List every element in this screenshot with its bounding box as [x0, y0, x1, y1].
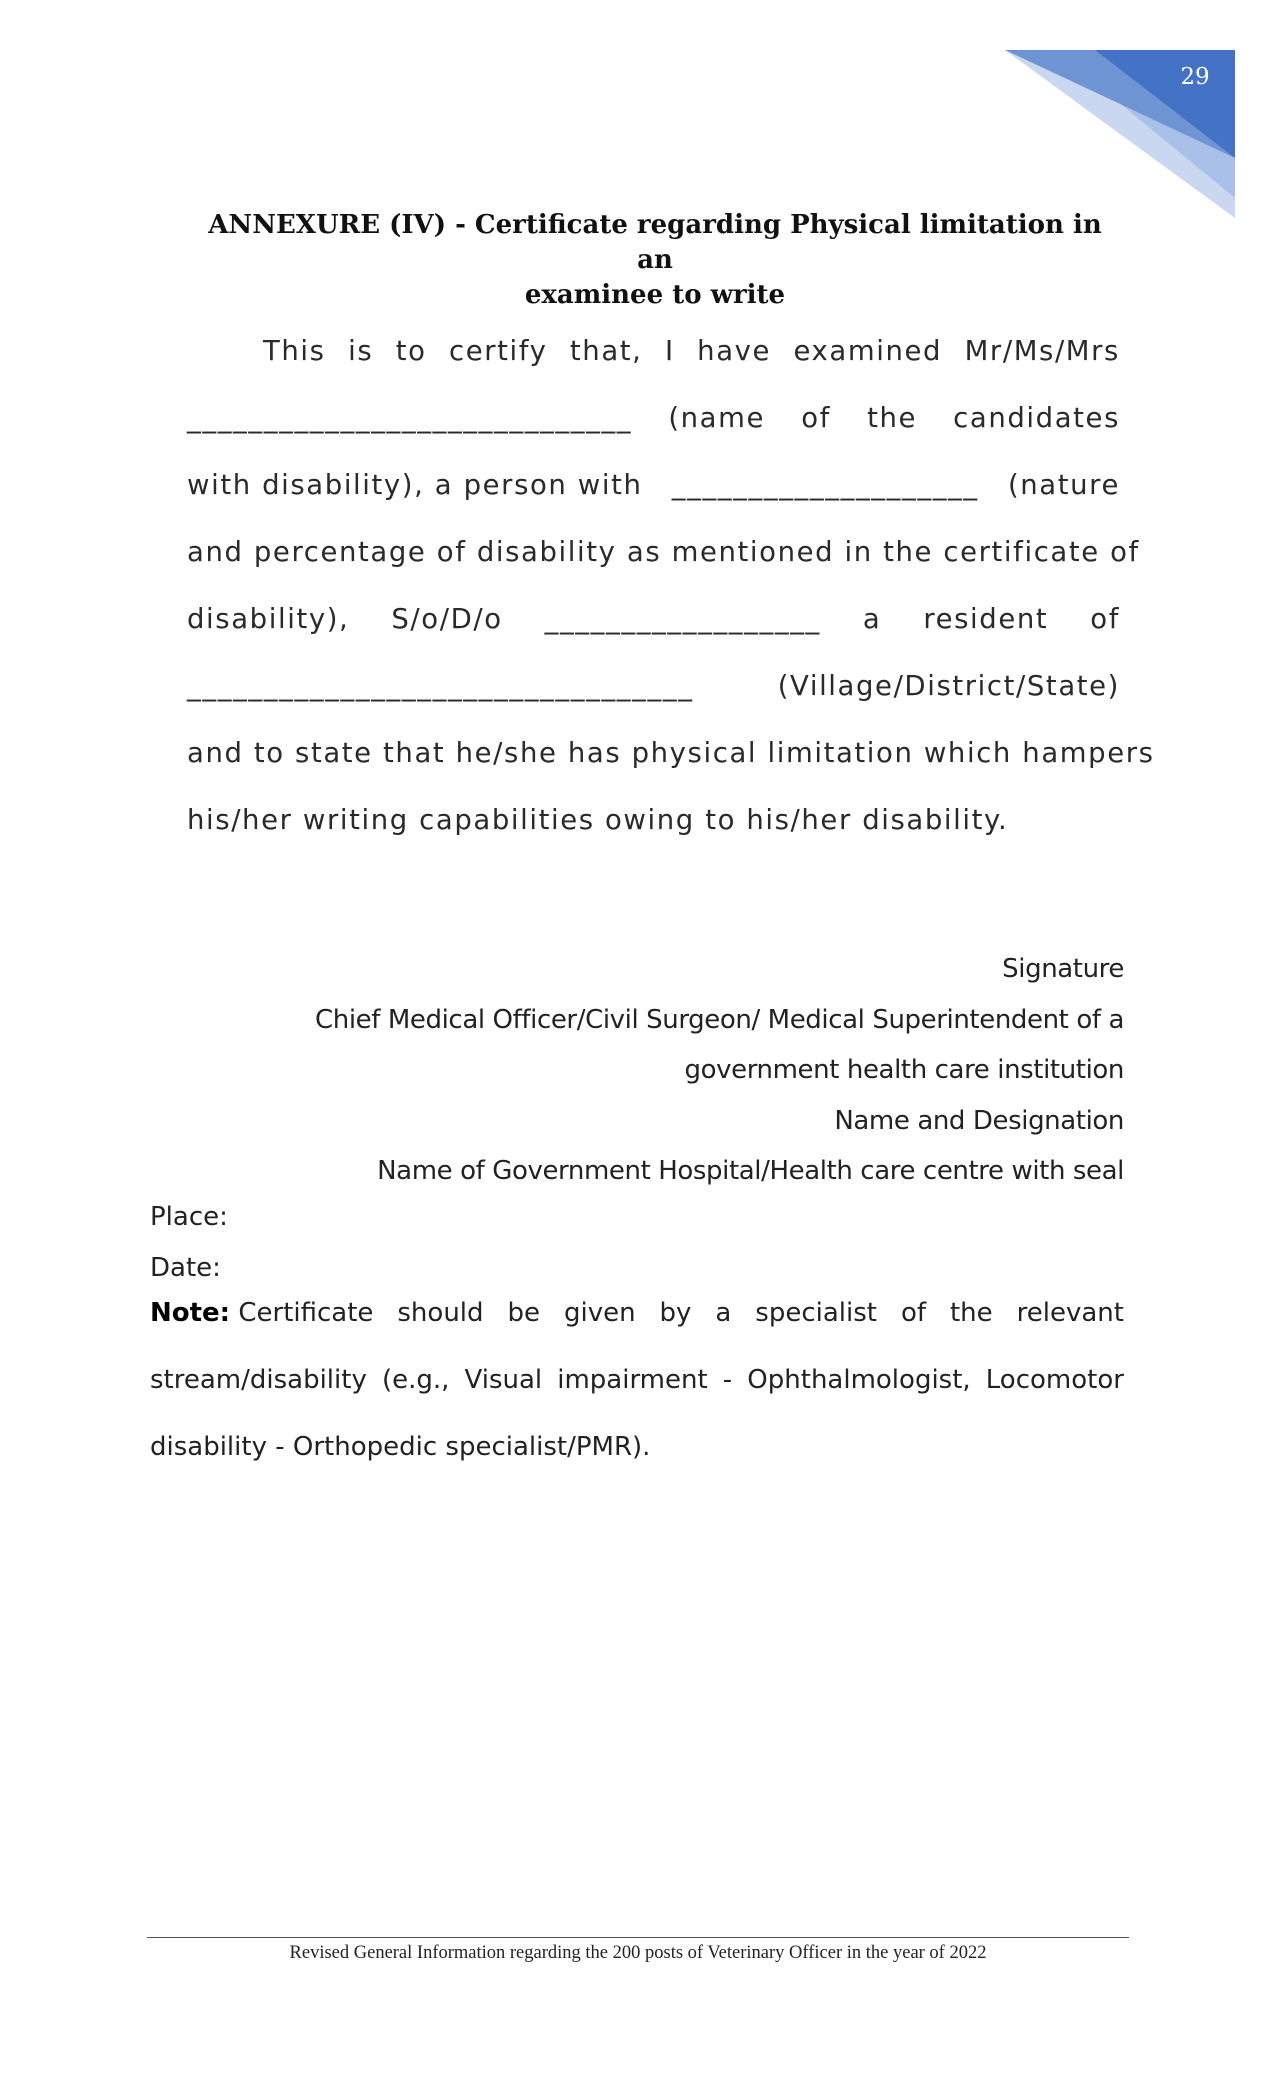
place-date-block [150, 1192, 228, 1293]
certificate-line-8: his/her writing capabilities owing to his/her disability. [187, 804, 1009, 836]
note-block [150, 1293, 1124, 1494]
signature-label: Signature [1002, 954, 1124, 984]
residence-blank: _________________________________ [187, 670, 694, 702]
signature-block [250, 944, 1124, 1197]
date-label: Date: [150, 1252, 221, 1283]
page-number: 29 [1180, 64, 1210, 90]
certificate-paragraph [187, 331, 1155, 867]
certificate-line-4: and percentage of disability as mentioned in the certificate of [187, 536, 1140, 568]
place-label: Place: [150, 1202, 228, 1232]
certificate-line-1: This is to certify that, I have examined Mr/Ms/Mrs [263, 335, 1120, 367]
candidate-name-blank: _____________________________ [187, 402, 633, 434]
officer-title-line-1: Chief Medical Officer/Civil Surgeon/ Medical Superintendent of a [315, 1004, 1124, 1035]
page-title [190, 208, 1120, 313]
title-line-2: examinee to write [524, 280, 786, 310]
note-line-1: Note: Certificate should be given by a specialist of the relevant [150, 1298, 1124, 1328]
title-line-1: ANNEXURE (IV) - Certificate regarding Physical limitation in an [208, 210, 1102, 275]
disability-nature-blank: ____________________ [671, 469, 979, 501]
parent-name-blank: __________________ [544, 603, 821, 635]
page-footer: Revised General Information regarding the 200 posts of Veterinary Officer in the year of 2022 [289, 1943, 987, 1963]
name-designation-label: Name and Designation [834, 1105, 1124, 1136]
officer-title-line-2: government health care institution [684, 1055, 1124, 1085]
note-line-2: stream/disability (e.g., Visual impairment - Ophthalmologist, Locomotor [150, 1365, 1124, 1395]
note-line-3: disability - Orthopedic specialist/PMR). [150, 1432, 651, 1462]
footer-divider [147, 1937, 1129, 1938]
hospital-seal-label: Name of Government Hospital/Health care centre with seal [377, 1156, 1124, 1186]
certificate-line-7: and to state that he/she has physical limitation which hampers [187, 737, 1155, 769]
certificate-line-5: disability), S/o/D/o __________________ a resident of [187, 599, 1120, 666]
note-label: Note: [150, 1298, 231, 1328]
certificate-line-3: with disability), a person with ____________________ (nature [187, 465, 1120, 532]
certificate-line-2: _____________________________ (name of the candidates [187, 398, 1120, 465]
certificate-line-6: _________________________________ (Village/District/State) [187, 666, 1120, 733]
